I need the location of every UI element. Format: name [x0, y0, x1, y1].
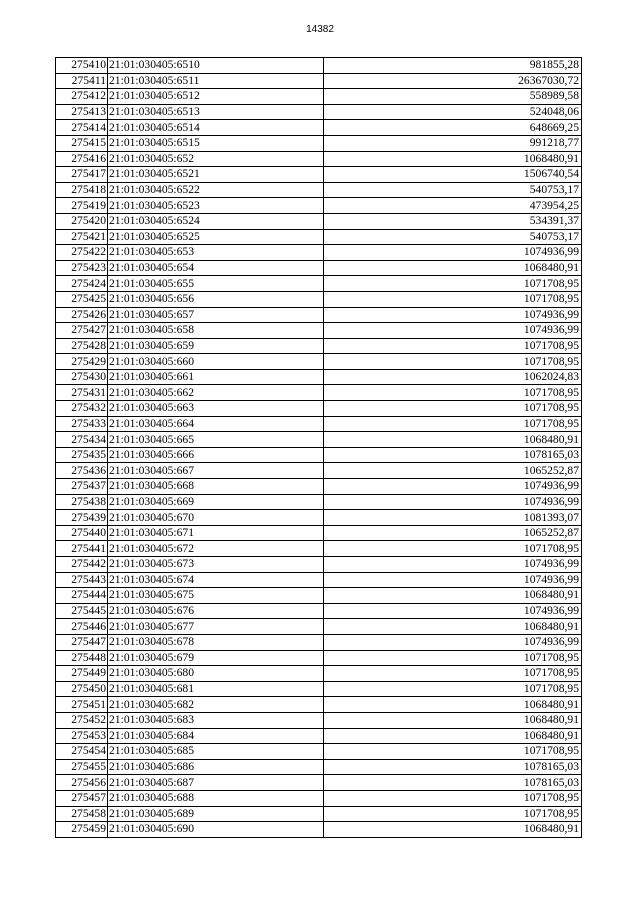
cadastral-number-cell: 21:01:030405:652	[108, 151, 324, 167]
table-row	[56, 432, 582, 448]
row-number-cell: 275441	[56, 541, 108, 557]
row-number-cell: 275410	[56, 58, 108, 74]
cadastral-number-cell: 21:01:030405:677	[108, 619, 324, 635]
table-row	[56, 494, 582, 510]
cadastral-value-cell: 1071708,95	[324, 401, 582, 417]
cadastral-number-cell: 21:01:030405:667	[108, 463, 324, 479]
row-number-cell: 275422	[56, 245, 108, 261]
table-row	[56, 541, 582, 557]
table-row	[56, 104, 582, 120]
cadastral-number-cell: 21:01:030405:662	[108, 385, 324, 401]
cadastral-value-cell: 1071708,95	[324, 291, 582, 307]
row-number-cell: 275411	[56, 73, 108, 89]
row-number-cell: 275458	[56, 806, 108, 822]
cadastral-value-cell: 540753,17	[324, 182, 582, 198]
cadastral-value-cell: 1071708,95	[324, 666, 582, 682]
cadastral-value-cell: 524048,06	[324, 104, 582, 120]
cadastral-number-cell: 21:01:030405:685	[108, 744, 324, 760]
row-number-cell: 275454	[56, 744, 108, 760]
cadastral-number-cell: 21:01:030405:681	[108, 681, 324, 697]
cadastral-value-cell: 1068480,91	[324, 588, 582, 604]
table-row	[56, 634, 582, 650]
table-row	[56, 479, 582, 495]
row-number-cell: 275416	[56, 151, 108, 167]
cadastral-number-cell: 21:01:030405:659	[108, 338, 324, 354]
table-row	[56, 120, 582, 136]
cadastral-value-cell: 1068480,91	[324, 697, 582, 713]
cadastral-number-cell: 21:01:030405:676	[108, 603, 324, 619]
row-number-cell: 275432	[56, 401, 108, 417]
cadastral-number-cell: 21:01:030405:663	[108, 401, 324, 417]
cadastral-number-cell: 21:01:030405:6525	[108, 229, 324, 245]
cadastral-number-cell: 21:01:030405:661	[108, 369, 324, 385]
cadastral-value-cell: 1074936,99	[324, 557, 582, 573]
cadastral-value-cell: 1062024,83	[324, 369, 582, 385]
cadastral-number-cell: 21:01:030405:653	[108, 245, 324, 261]
cadastral-value-cell: 540753,17	[324, 229, 582, 245]
row-number-cell: 275453	[56, 728, 108, 744]
table-row	[56, 775, 582, 791]
table-row	[56, 603, 582, 619]
row-number-cell: 275427	[56, 323, 108, 339]
cadastral-number-cell: 21:01:030405:674	[108, 572, 324, 588]
table-row	[56, 510, 582, 526]
cadastral-number-cell: 21:01:030405:669	[108, 494, 324, 510]
row-number-cell: 275417	[56, 167, 108, 183]
row-number-cell: 275412	[56, 89, 108, 105]
cadastral-value-cell: 1071708,95	[324, 276, 582, 292]
table-row	[56, 245, 582, 261]
cadastral-value-cell: 1071708,95	[324, 790, 582, 806]
cadastral-number-cell: 21:01:030405:6524	[108, 213, 324, 229]
row-number-cell: 275439	[56, 510, 108, 526]
row-number-cell: 275443	[56, 572, 108, 588]
cadastral-value-cell: 1074936,99	[324, 572, 582, 588]
cadastral-number-cell: 21:01:030405:657	[108, 307, 324, 323]
row-number-cell: 275459	[56, 822, 108, 838]
row-number-cell: 275413	[56, 104, 108, 120]
cadastral-number-cell: 21:01:030405:6510	[108, 58, 324, 74]
cadastral-number-cell: 21:01:030405:665	[108, 432, 324, 448]
cadastral-value-cell: 1074936,99	[324, 245, 582, 261]
cadastral-number-cell: 21:01:030405:678	[108, 634, 324, 650]
cadastral-value-cell: 1071708,95	[324, 541, 582, 557]
row-number-cell: 275420	[56, 213, 108, 229]
cadastral-number-cell: 21:01:030405:654	[108, 260, 324, 276]
table-row	[56, 369, 582, 385]
cadastral-number-cell: 21:01:030405:688	[108, 790, 324, 806]
table-row	[56, 167, 582, 183]
cadastral-value-cell: 1068480,91	[324, 712, 582, 728]
row-number-cell: 275424	[56, 276, 108, 292]
row-number-cell: 275426	[56, 307, 108, 323]
cadastral-value-cell: 1071708,95	[324, 806, 582, 822]
cadastral-number-cell: 21:01:030405:684	[108, 728, 324, 744]
cadastral-value-cell: 1071708,95	[324, 385, 582, 401]
cadastral-number-cell: 21:01:030405:6514	[108, 120, 324, 136]
cadastral-number-cell: 21:01:030405:6512	[108, 89, 324, 105]
cadastral-value-cell: 991218,77	[324, 135, 582, 151]
cadastral-value-cell: 1074936,99	[324, 494, 582, 510]
cadastral-number-cell: 21:01:030405:690	[108, 822, 324, 838]
row-number-cell: 275418	[56, 182, 108, 198]
row-number-cell: 275444	[56, 588, 108, 604]
cadastral-value-cell: 1071708,95	[324, 354, 582, 370]
table-row	[56, 557, 582, 573]
cadastral-value-cell: 1071708,95	[324, 338, 582, 354]
cadastral-number-cell: 21:01:030405:6513	[108, 104, 324, 120]
cadastral-number-cell: 21:01:030405:6521	[108, 167, 324, 183]
cadastral-number-cell: 21:01:030405:689	[108, 806, 324, 822]
cadastral-value-cell: 26367030,72	[324, 73, 582, 89]
cadastral-value-cell: 1068480,91	[324, 260, 582, 276]
table-row	[56, 323, 582, 339]
row-number-cell: 275429	[56, 354, 108, 370]
cadastral-value-cell: 1074936,99	[324, 479, 582, 495]
table-row	[56, 338, 582, 354]
row-number-cell: 275433	[56, 416, 108, 432]
cadastral-value-cell: 1068480,91	[324, 822, 582, 838]
table-row	[56, 229, 582, 245]
table-row	[56, 728, 582, 744]
row-number-cell: 275451	[56, 697, 108, 713]
table-row	[56, 681, 582, 697]
cadastral-value-cell: 1068480,91	[324, 151, 582, 167]
table-row	[56, 666, 582, 682]
cadastral-value-cell: 1071708,95	[324, 650, 582, 666]
row-number-cell: 275456	[56, 775, 108, 791]
row-number-cell: 275452	[56, 712, 108, 728]
row-number-cell: 275431	[56, 385, 108, 401]
cadastral-value-cell: 648669,25	[324, 120, 582, 136]
table-row	[56, 73, 582, 89]
row-number-cell: 275423	[56, 260, 108, 276]
cadastral-value-cell: 1065252,87	[324, 463, 582, 479]
cadastral-value-cell: 1081393,07	[324, 510, 582, 526]
cadastral-number-cell: 21:01:030405:655	[108, 276, 324, 292]
cadastral-value-cell: 534391,37	[324, 213, 582, 229]
cadastral-number-cell: 21:01:030405:670	[108, 510, 324, 526]
cadastral-value-cell: 1068480,91	[324, 728, 582, 744]
cadastral-value-cell: 473954,25	[324, 198, 582, 214]
cadastral-number-cell: 21:01:030405:671	[108, 525, 324, 541]
table-row	[56, 744, 582, 760]
row-number-cell: 275449	[56, 666, 108, 682]
cadastral-value-cell: 558989,58	[324, 89, 582, 105]
cadastral-number-cell: 21:01:030405:6523	[108, 198, 324, 214]
cadastral-number-cell: 21:01:030405:656	[108, 291, 324, 307]
table-row	[56, 712, 582, 728]
row-number-cell: 275414	[56, 120, 108, 136]
table-row	[56, 759, 582, 775]
table-row	[56, 58, 582, 74]
table-row	[56, 572, 582, 588]
cadastral-number-cell: 21:01:030405:673	[108, 557, 324, 573]
cadastral-value-cell: 1068480,91	[324, 432, 582, 448]
row-number-cell: 275450	[56, 681, 108, 697]
table-row	[56, 619, 582, 635]
row-number-cell: 275447	[56, 634, 108, 650]
table-row	[56, 198, 582, 214]
table-row	[56, 260, 582, 276]
cadastral-value-cell: 1074936,99	[324, 603, 582, 619]
row-number-cell: 275440	[56, 525, 108, 541]
cadastral-number-cell: 21:01:030405:679	[108, 650, 324, 666]
row-number-cell: 275421	[56, 229, 108, 245]
cadastral-value-cell: 1078165,03	[324, 447, 582, 463]
cadastral-value-cell: 1506740,54	[324, 167, 582, 183]
cadastral-number-cell: 21:01:030405:672	[108, 541, 324, 557]
cadastral-number-cell: 21:01:030405:6511	[108, 73, 324, 89]
row-number-cell: 275425	[56, 291, 108, 307]
table-row	[56, 822, 582, 838]
row-number-cell: 275437	[56, 479, 108, 495]
table-row	[56, 588, 582, 604]
table-row	[56, 525, 582, 541]
row-number-cell: 275434	[56, 432, 108, 448]
table-row	[56, 307, 582, 323]
cadastral-number-cell: 21:01:030405:687	[108, 775, 324, 791]
cadastral-number-cell: 21:01:030405:664	[108, 416, 324, 432]
cadastral-value-cell: 1065252,87	[324, 525, 582, 541]
row-number-cell: 275457	[56, 790, 108, 806]
cadastral-number-cell: 21:01:030405:666	[108, 447, 324, 463]
table-row	[56, 89, 582, 105]
row-number-cell: 275455	[56, 759, 108, 775]
row-number-cell: 275435	[56, 447, 108, 463]
row-number-cell: 275430	[56, 369, 108, 385]
row-number-cell: 275446	[56, 619, 108, 635]
table-body	[56, 58, 582, 838]
cadastral-value-cell: 1071708,95	[324, 416, 582, 432]
cadastral-number-cell: 21:01:030405:658	[108, 323, 324, 339]
row-number-cell: 275448	[56, 650, 108, 666]
row-number-cell: 275442	[56, 557, 108, 573]
table-row	[56, 151, 582, 167]
row-number-cell: 275419	[56, 198, 108, 214]
cadastral-value-cell: 1074936,99	[324, 634, 582, 650]
table-row	[56, 650, 582, 666]
row-number-cell: 275438	[56, 494, 108, 510]
table-row	[56, 213, 582, 229]
row-number-cell: 275415	[56, 135, 108, 151]
cadastral-value-cell: 1074936,99	[324, 323, 582, 339]
cadastral-number-cell: 21:01:030405:683	[108, 712, 324, 728]
page-number: 14382	[306, 24, 334, 35]
table-row	[56, 135, 582, 151]
table-row	[56, 385, 582, 401]
table-row	[56, 276, 582, 292]
cadastral-value-cell: 1068480,91	[324, 619, 582, 635]
row-number-cell: 275436	[56, 463, 108, 479]
cadastral-value-cell: 1078165,03	[324, 759, 582, 775]
table-row	[56, 463, 582, 479]
cadastral-number-cell: 21:01:030405:686	[108, 759, 324, 775]
table-row	[56, 790, 582, 806]
cadastral-number-cell: 21:01:030405:660	[108, 354, 324, 370]
cadastral-value-cell: 1078165,03	[324, 775, 582, 791]
cadastral-value-cell: 1071708,95	[324, 681, 582, 697]
table-row	[56, 806, 582, 822]
table-row	[56, 291, 582, 307]
table-row	[56, 401, 582, 417]
cadastral-value-table	[55, 57, 582, 838]
cadastral-number-cell: 21:01:030405:6515	[108, 135, 324, 151]
cadastral-number-cell: 21:01:030405:682	[108, 697, 324, 713]
cadastral-number-cell: 21:01:030405:668	[108, 479, 324, 495]
table-row	[56, 182, 582, 198]
row-number-cell: 275445	[56, 603, 108, 619]
cadastral-number-cell: 21:01:030405:680	[108, 666, 324, 682]
cadastral-value-cell: 1071708,95	[324, 744, 582, 760]
cadastral-number-cell: 21:01:030405:6522	[108, 182, 324, 198]
table-row	[56, 697, 582, 713]
cadastral-value-cell: 1074936,99	[324, 307, 582, 323]
table-row	[56, 354, 582, 370]
cadastral-value-cell: 981855,28	[324, 58, 582, 74]
table-row	[56, 447, 582, 463]
row-number-cell: 275428	[56, 338, 108, 354]
cadastral-number-cell: 21:01:030405:675	[108, 588, 324, 604]
table-row	[56, 416, 582, 432]
